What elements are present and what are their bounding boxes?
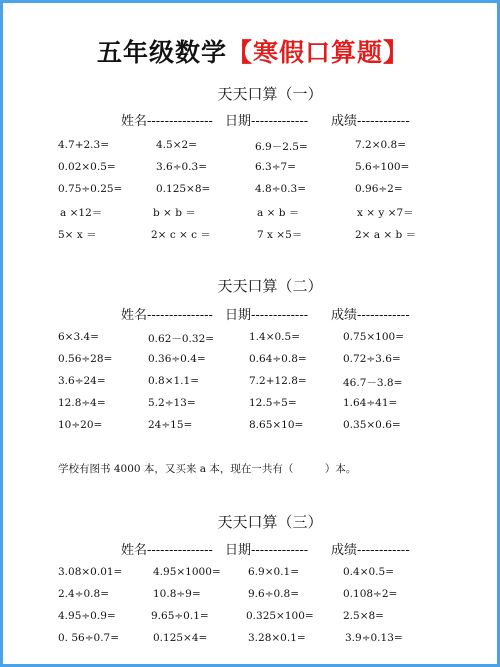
problem: x × y ×7＝ (357, 207, 414, 219)
page-title-accent: 【寒假口算题】 (227, 38, 410, 67)
problem: 0. 56÷0.7= (58, 632, 120, 644)
name-field-label: 姓名--------------- (121, 543, 213, 558)
problem: 3.08×0.01= (58, 566, 123, 578)
problem: 7 x ×5＝ (257, 229, 303, 241)
score-field-label: 成绩------------ (331, 543, 410, 558)
problem: 0.72÷3.6= (343, 353, 401, 365)
problem: 1.64÷41= (343, 397, 398, 409)
problem: 0.125×4= (153, 632, 208, 644)
problem: 6.9×0.1= (248, 566, 299, 578)
problem: 3.6÷0.3= (156, 161, 207, 173)
problem: 6.9－2.5= (255, 141, 308, 153)
name-field-label: 姓名--------------- (121, 308, 213, 323)
problem: 3.28×0.1= (248, 632, 306, 644)
name-field-label: 姓名--------------- (121, 114, 213, 129)
problem: 0.96÷2= (355, 183, 403, 195)
problem: 0.36÷0.4= (148, 353, 206, 365)
problem: 10÷20= (58, 419, 103, 431)
problem: a ×12＝ (60, 207, 103, 219)
problem: 5.6÷100= (355, 161, 410, 173)
problem: 0.75÷0.25= (58, 183, 123, 195)
date-field-label: 日期------------- (225, 308, 309, 323)
problem: 0.02×0.5= (58, 161, 116, 173)
problem: 24÷15= (148, 419, 193, 431)
problem: 9.65÷0.1= (151, 610, 209, 622)
problem: 0.35×0.6= (343, 419, 401, 431)
word-problem: 学校有图书 4000 本，又买来 a 本，现在一共有（ ）本。 (58, 463, 357, 475)
score-field-label: 成绩------------ (331, 114, 410, 129)
problem: 4.5×2= (156, 139, 197, 151)
problem: 9.6÷0.8= (248, 588, 299, 600)
problem: 0.64÷0.8= (249, 353, 307, 365)
problem: 0.62－0.32= (148, 333, 215, 345)
section-1-title: 天天口算（一） (217, 85, 323, 103)
section-2-title: 天天口算（二） (217, 277, 323, 295)
page-title-main: 五年级数学 (96, 38, 227, 67)
score-field-label: 成绩------------ (331, 308, 410, 323)
problem: a × b ＝ (257, 207, 300, 219)
problem: b × b ＝ (153, 207, 196, 219)
date-field-label: 日期------------- (225, 543, 309, 558)
problem: 5× x ＝ (58, 229, 97, 241)
problem: 0.125×8= (156, 183, 211, 195)
problem: 3.6÷24= (58, 375, 106, 387)
problem: 0.75×100= (343, 331, 405, 343)
problem: 46.7－3.8= (343, 377, 403, 389)
problem: 4.7+2.3= (58, 139, 109, 151)
problem: 2.5×8= (343, 610, 384, 622)
problem: 0.8×1.1= (148, 375, 199, 387)
problem: 7.2×0.8= (355, 139, 406, 151)
date-field-label: 日期------------- (225, 114, 309, 129)
problem: 8.65×10= (249, 419, 304, 431)
problem: 6×3.4= (58, 331, 99, 343)
problem: 12.8÷4= (58, 397, 106, 409)
problem: 6.3÷7= (255, 161, 296, 173)
problem: 12.5÷5= (249, 397, 297, 409)
problem: 4.8÷0.3= (255, 183, 306, 195)
problem: 0.108÷2= (343, 588, 398, 600)
problem: 2× a × b ＝ (355, 229, 417, 241)
page-title (3, 33, 500, 69)
problem: 2× c × c ＝ (151, 229, 211, 241)
problem: 2.4÷0.8= (58, 588, 109, 600)
problem: 10.8÷9= (153, 588, 201, 600)
problem: 7.2+12.8= (249, 375, 307, 387)
problem: 1.4×0.5= (249, 331, 300, 343)
problem: 4.95×1000= (153, 566, 221, 578)
problem: 0.325×100= (246, 610, 314, 622)
problem: 0.56÷28= (58, 353, 113, 365)
problem: 0.4×0.5= (343, 566, 394, 578)
section-3-title: 天天口算（三） (217, 513, 323, 531)
problem: 5.2÷13= (148, 397, 196, 409)
problem: 4.95÷0.9= (58, 610, 116, 622)
problem: 3.9÷0.13= (345, 632, 403, 644)
